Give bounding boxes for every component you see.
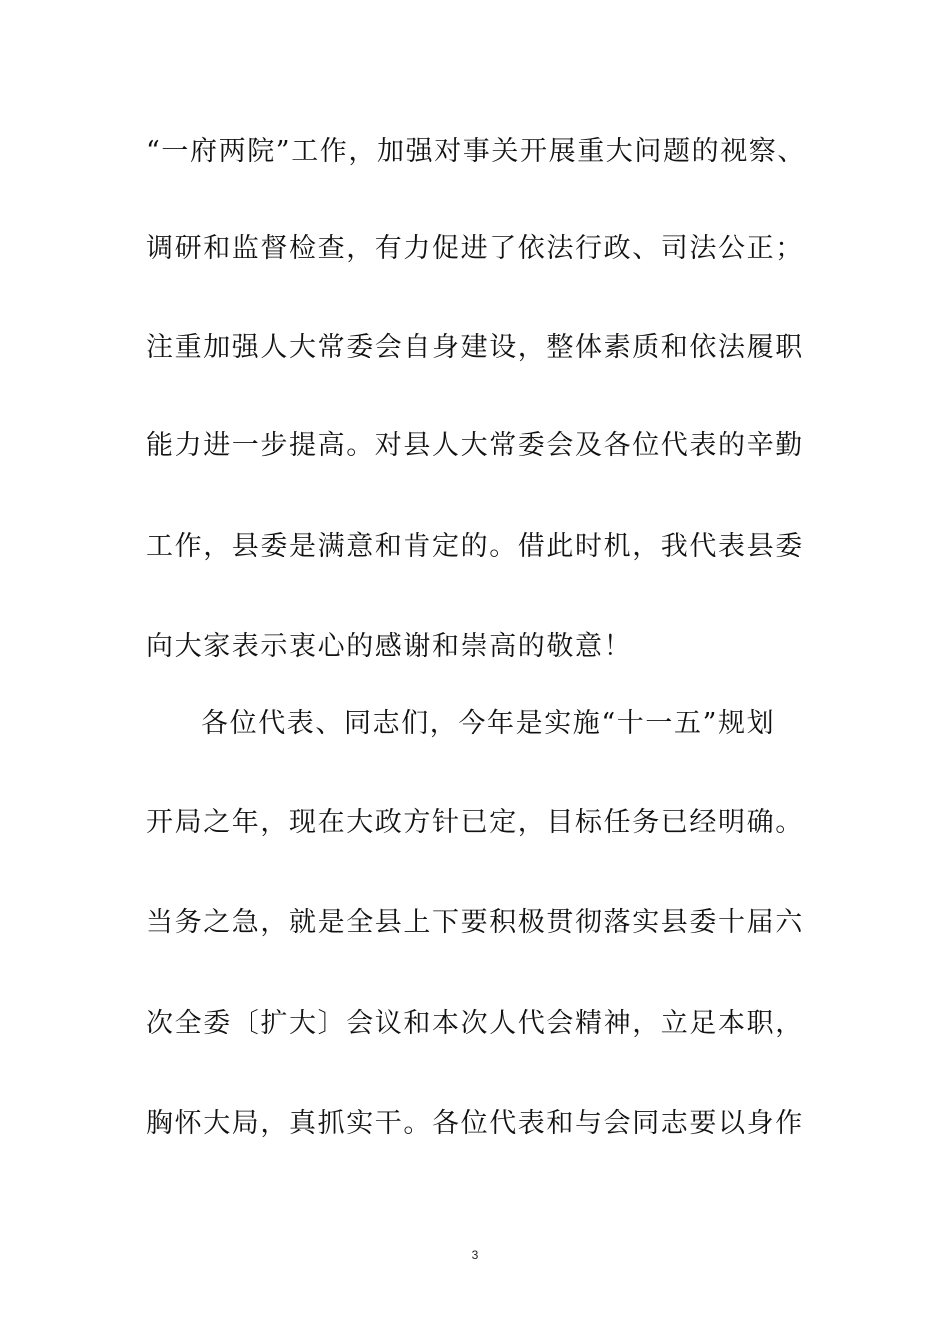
text-line: 次全委〔扩大〕会议和本次人代会精神，立足本职， [146, 1008, 804, 1039]
text-line: 能力进一步提高。对县人大常委会及各位代表的辛勤 [146, 430, 804, 461]
text-line: 调研和监督检查，有力促进了依法行政、司法公正； [146, 233, 804, 264]
text-line: 当务之急，就是全县上下要积极贯彻落实县委十届六 [146, 907, 804, 938]
text-line: 胸怀大局，真抓实干。各位代表和与会同志要以身作 [146, 1108, 804, 1139]
text-line: 开局之年，现在大政方针已定，目标任务已经明确。 [146, 807, 804, 838]
paragraph-first-line: 各位代表、同志们，今年是实施“十一五”规划 [201, 708, 776, 739]
text-line: 向大家表示衷心的感谢和崇高的敬意！ [146, 631, 633, 662]
page-number: 3 [471, 1248, 479, 1262]
text-line: 注重加强人大常委会自身建设，整体素质和依法履职 [146, 332, 804, 363]
text-line: “一府两院”工作，加强对事关开展重大问题的视察、 [146, 136, 807, 167]
text-line: 工作，县委是满意和肯定的。借此时机，我代表县委 [146, 531, 804, 562]
